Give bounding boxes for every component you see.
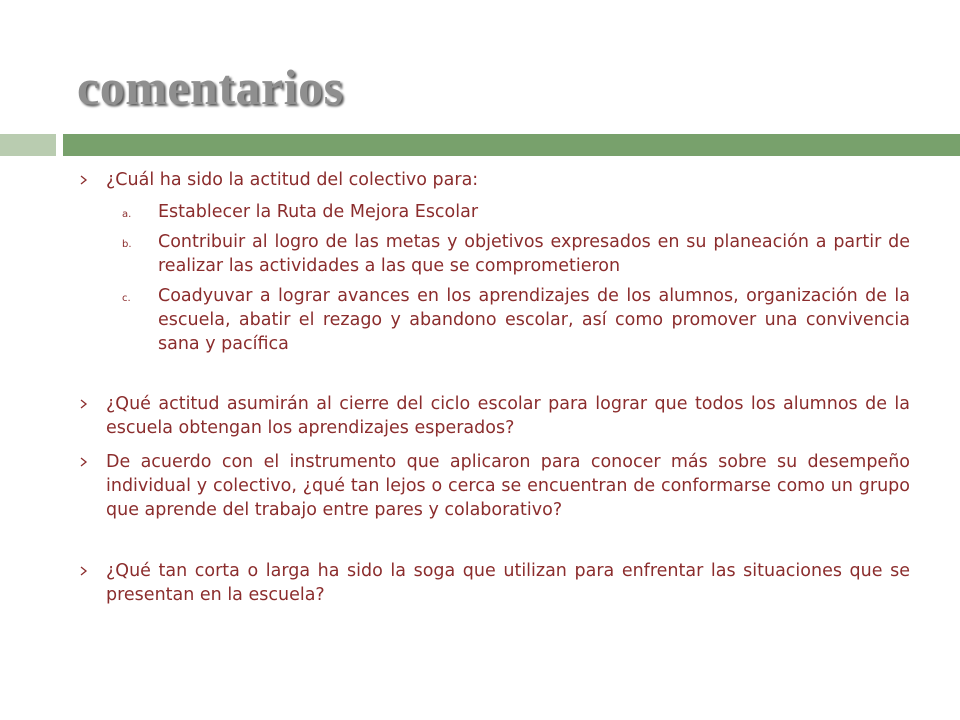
bullet-item	[78, 450, 910, 522]
sub-item-text: Contribuir al logro de las metas y objetivos expresados en su planeación a partir de realizar las actividades a las que se comprometieron	[158, 232, 910, 276]
bullet-text: ¿Cuál ha sido la actitud del colectivo para:	[106, 170, 479, 190]
sub-item-marker: c.	[122, 293, 131, 304]
sub-item-marker: b.	[122, 239, 132, 250]
arrow-bullet-icon	[78, 392, 92, 416]
bullet-text: ¿Qué tan corta o larga ha sido la soga que utilizan para enfrentar las situaciones que se presentan en la escuela?	[106, 561, 910, 605]
decorative-bar-right	[63, 134, 960, 156]
arrow-bullet-icon	[78, 168, 92, 192]
slide-content	[78, 168, 910, 607]
sub-item	[78, 200, 910, 224]
sub-item-text: Establecer la Ruta de Mejora Escolar	[158, 202, 479, 222]
arrow-bullet-icon	[78, 559, 92, 583]
sub-item	[78, 230, 910, 278]
bullet-item	[78, 559, 910, 607]
sub-item	[78, 284, 910, 356]
bullet-item	[78, 168, 910, 192]
bullet-text: De acuerdo con el instrumento que aplicaron para conocer más sobre su desempeño individual y colectivo, ¿qué tan lejos o cerca se encuentran de conformarse como un grupo que aprende del trabajo entre pares y colaborativo?	[106, 452, 910, 520]
bullet-text: ¿Qué actitud asumirán al cierre del ciclo escolar para lograr que todos los alumnos de la escuela obtengan los aprendizajes esperados?	[106, 394, 910, 438]
slide-title: comentarios	[77, 59, 344, 115]
decorative-bar-left	[0, 134, 56, 156]
bullet-item	[78, 392, 910, 440]
sub-item-marker: a.	[122, 209, 132, 220]
arrow-bullet-icon	[78, 450, 92, 474]
sub-item-text: Coadyuvar a lograr avances en los aprendizajes de los alumnos, organización de la escuela, abatir el rezago y abandono escolar, así como promover una convivencia sana y pacífica	[158, 286, 910, 354]
